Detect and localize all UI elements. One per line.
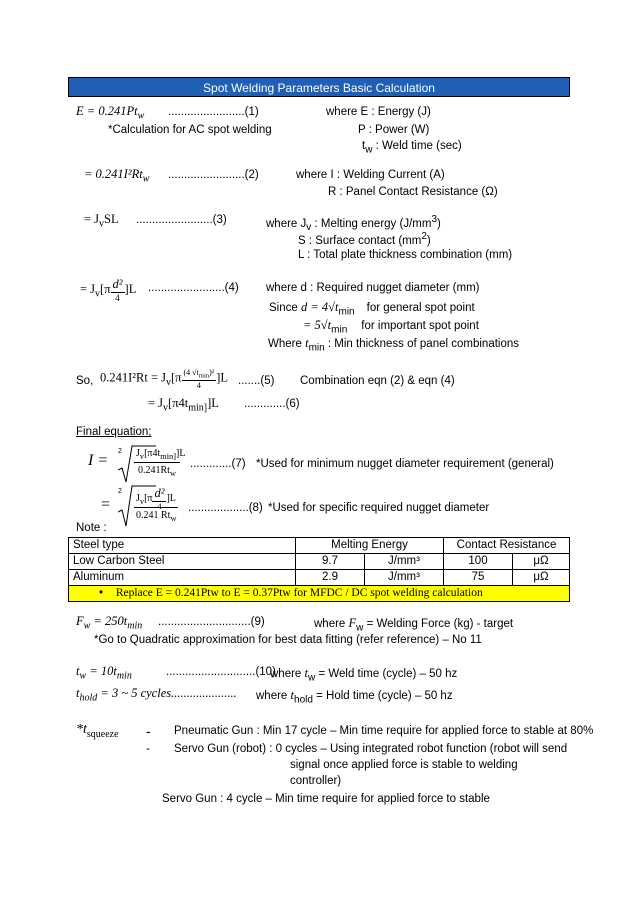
eq7-root-index: 2 (118, 448, 122, 455)
eq8-lhs: = (100, 496, 111, 513)
eq5-comment: Combination eqn (2) & eqn (4) (300, 375, 455, 387)
eq1-dots: ........................(1) (168, 106, 259, 118)
squeeze-servo-robot-cont2: controller) (290, 775, 342, 787)
eq3-where: where $J_v$ : Melting energy $(J/mm^3)$ (266, 214, 441, 234)
eq1-where: where E : Energy (J) (326, 106, 431, 118)
eq2-dots: ........................(2) (168, 169, 259, 181)
hold-where: where $t_{hold}$ = Hold time (cycle) – 50 hz (256, 688, 453, 706)
eq10-dots: ............................(10) (166, 666, 276, 678)
table-cell: 9.7 (296, 554, 365, 570)
final-heading: Final equation; (76, 426, 152, 438)
table-cell: 75 (444, 570, 513, 586)
squeeze-servo-robot: Servo Gun (robot) : 0 cycles – Using integrated robot function (robot will send (174, 743, 568, 755)
eq6-formula: = $J_v[\pi 4t_{min]}]L$ (148, 396, 219, 414)
eq4-where: where d : Required nugget diameter (mm) (266, 282, 480, 294)
eq9-dots: .............................(9) (158, 616, 265, 628)
hold-formula: $t_{hold} = 3$ ~ 5 cycles..................... (76, 686, 237, 704)
eq5-so: So, (76, 375, 94, 387)
squeeze-dash-2: - (146, 743, 150, 755)
eq3-formula: = $J_vSL$ (84, 212, 119, 230)
table-row (69, 570, 570, 586)
table-cell: μΩ (513, 570, 570, 586)
eq2-formula: = $0.241I^2Rt_w$ (84, 167, 150, 185)
eq8-dots: ...................(8) (188, 502, 263, 514)
eq4-formula: = $J_v[\pi$ $\frac{\text{d²}}{4}$ ]L (80, 277, 137, 303)
squeeze-pneumatic: Pneumatic Gun : Min 17 cycle – Min time require for applied force to stable at 80% (174, 725, 594, 737)
table-cell: 100 (444, 554, 513, 570)
table-row (69, 554, 570, 570)
eq3-surface: S : Surface contact $(mm^2)$ (298, 231, 431, 247)
eq4-important: = $5√t_{min}$ for important spot point (303, 318, 479, 336)
table-cell: Aluminum (69, 570, 296, 586)
eq10-formula: $t_w = 10t_{min}$ (76, 664, 132, 682)
note-label: Note : (76, 522, 107, 534)
table-cell: J/mm³ (365, 570, 444, 586)
eq9-where: where $F_w$ = Welding Force (kg) - target (314, 616, 514, 634)
eq7-denominator: $0.241Rt_w$ (138, 465, 176, 478)
bullet: • (99, 587, 104, 599)
eq1-power: P : Power (W) (358, 124, 430, 136)
squeeze-servo-robot-cont1: signal once applied force is stable to welding (290, 759, 518, 771)
replace-note (69, 586, 570, 602)
eq7-dots: .............(7) (190, 458, 246, 470)
eq1-weldtime: $t_w$ : Weld time (sec) (362, 140, 462, 156)
eq3-length: L : Total plate thickness combination (mm) (298, 249, 513, 261)
table-header-cell: Melting Energy (296, 538, 444, 554)
eq1-note: *Calculation for AC spot welding (108, 124, 272, 136)
eq9-note: *Go to Quadratic approximation for best data fitting (refer reference) – No 11 (94, 634, 482, 646)
eq2-where: where I : Welding Current (A) (296, 169, 445, 181)
material-table (68, 537, 570, 602)
replace-text: Replace E = 0.241Ptw to E = 0.37Ptw for MFDC / DC spot welding calculation (115, 587, 483, 599)
eq7-lhs: I = (88, 452, 109, 469)
table-header-cell: Contact Resistance (444, 538, 570, 554)
eq7-comment: *Used for minimum nugget diameter requirement (general) (256, 458, 554, 470)
eq9-formula: $F_w = 250t_{min}$ (76, 614, 143, 632)
eq2-resistance: R : Panel Contact Resistance (Ω) (328, 186, 498, 198)
eq8-comment: *Used for specific required nugget diameter (268, 502, 490, 514)
table-header-cell: Steel type (69, 538, 296, 554)
squeeze-dash-1: - (146, 723, 151, 739)
eq8-numerator: $J_v[\pi$ $\frac{\text{d²}}{4}$ ]L (136, 486, 176, 511)
eq10-where: where $t_w$ = Weld time (cycle) – 50 hz (270, 666, 458, 684)
eq5-formula: $0.241I^2Rt = J_v[\pi$ $\frac{(4 √t_{min})^2}{4}$ ]L (100, 368, 229, 390)
document-title: Spot Welding Parameters Basic Calculation (68, 77, 570, 97)
table-cell: J/mm³ (365, 554, 444, 570)
table-cell: Low Carbon Steel (69, 554, 296, 570)
eq8-root-index: 2 (118, 488, 122, 495)
eq3-dots: ........................(3) (136, 214, 227, 226)
eq1-formula: $E = 0.241Pt_w$ (76, 104, 145, 122)
eq4-dots: ........................(4) (148, 282, 239, 294)
table-cell: μΩ (513, 554, 570, 570)
squeeze-servo-gun: Servo Gun : 4 cycle – Min time require for applied force to stable (162, 793, 490, 805)
eq6-dots: .............(6) (244, 398, 300, 410)
eq5-dots: .......(5) (238, 375, 275, 387)
squeeze-label: $*t_{squeeze}$ (76, 722, 119, 740)
eq8-fraction-bar (134, 507, 178, 508)
eq7-fraction-bar (134, 462, 180, 463)
eq4-since: Since $d = 4√t_{min}$ for general spot point (269, 300, 475, 318)
eq8-denominator: 0.241 $Rt_w$ (136, 510, 177, 523)
table-cell: 2.9 (296, 570, 365, 586)
table-header-row (69, 538, 570, 554)
eq7-numerator: $J_v[\pi 4t_{min]}]L$ (136, 448, 186, 461)
table-replace-row (69, 586, 570, 602)
eq4-where-min: Where $t_{min}$ : Min thickness of panel combinations (268, 336, 520, 354)
